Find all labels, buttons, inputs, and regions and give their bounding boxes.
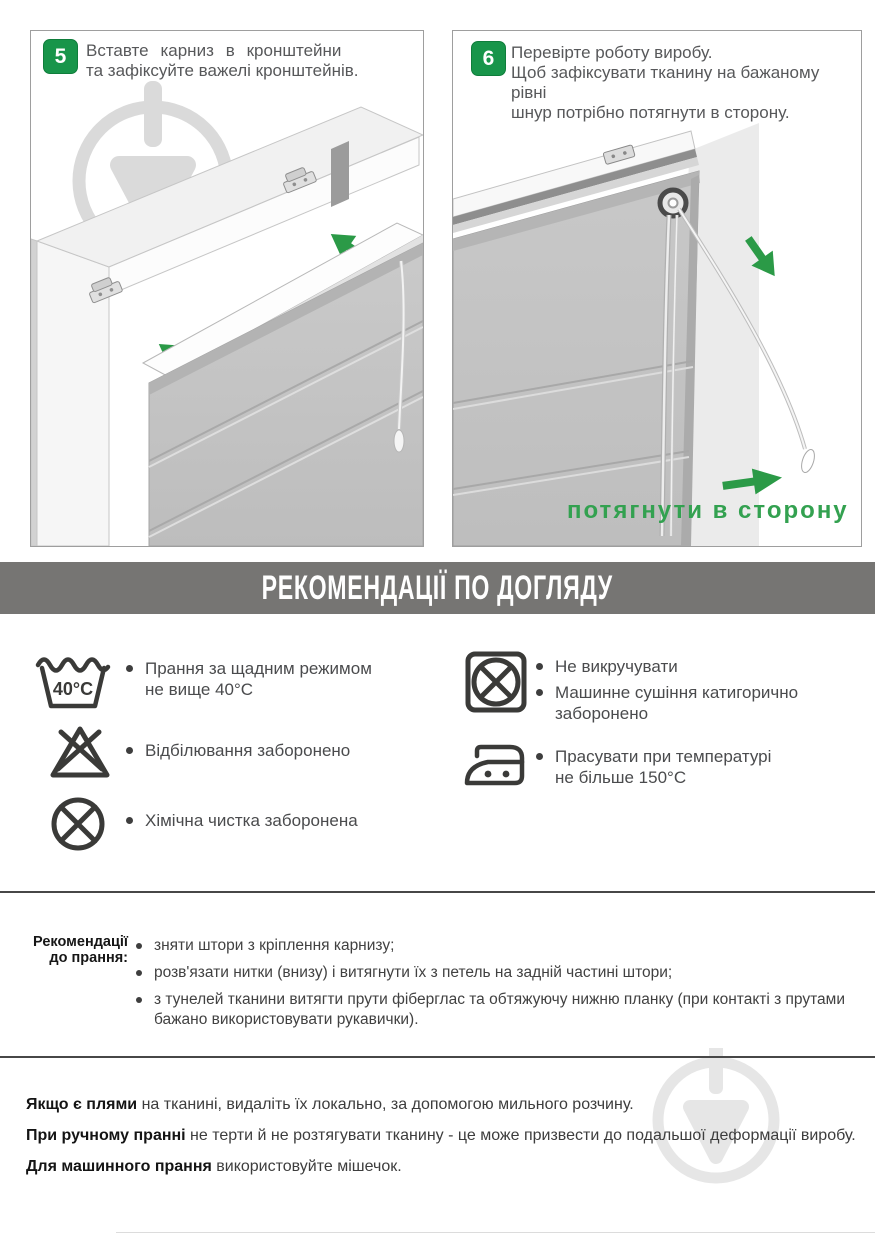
footer-bold: При ручному пранні xyxy=(26,1127,186,1144)
wash-temp-label: 40°C xyxy=(52,679,94,699)
roman-blind xyxy=(143,223,423,546)
no-bleach-icon xyxy=(46,722,114,782)
washing-bullet: з тунелей тканини витягти прути фіберглас та обтяжуючу нижню планку (при контакті з прутами бажано використовувати рукавички). xyxy=(136,990,860,1030)
bullet-dot xyxy=(136,943,142,949)
section-divider xyxy=(0,1056,875,1058)
care-item-no-bleach: Відбілювання заборонено xyxy=(126,740,350,761)
cord-tassel xyxy=(799,448,817,474)
care-banner xyxy=(0,562,875,614)
step-6-panel xyxy=(452,30,862,547)
step-5-panel xyxy=(30,30,424,547)
care-item-iron: Прасувати при температурі не більше 150°С xyxy=(536,746,771,788)
footer-bold: Якщо є плями xyxy=(26,1096,138,1113)
bullet-dot xyxy=(136,997,142,1003)
wash-40-icon xyxy=(34,648,114,712)
bottom-rule xyxy=(116,1232,875,1233)
bullet-dot xyxy=(536,753,543,760)
washing-bullet: зняти штори з кріплення карнизу; xyxy=(136,936,875,956)
footer-line: При ручному пранні не терти й не розтягувати тканину - це може призвести до подальшої деформації виробу. xyxy=(26,1127,856,1144)
footer-line: Для машинного прання використовуйте мішечок. xyxy=(26,1158,402,1175)
washing-bullet: розв'язати нитки (внизу) і витягнути їх з петель на задній частині штори; xyxy=(136,963,875,983)
step-5-text: Вставте карниз в кронштейни та зафіксуйте важелі кронштейнів. xyxy=(86,41,359,80)
bullet-dot xyxy=(126,665,133,672)
iron-150-icon xyxy=(462,738,528,788)
bullet-dot xyxy=(536,663,543,670)
footer-bold: Для машинного прання xyxy=(26,1158,212,1175)
cord-tassel xyxy=(394,430,404,452)
pull-aside-callout: потягнути в сторону xyxy=(567,497,849,524)
care-item-wash: Прання за щадним режимом не вище 40°С xyxy=(126,658,372,700)
footer-line: Якщо є плями на тканині, видаліть їх локально, за допомогою мильного розчину. xyxy=(26,1096,634,1113)
section-divider xyxy=(0,891,875,893)
care-banner-title: РЕКОМЕНДАЦІЇ ПО ДОГЛЯДУ xyxy=(261,568,614,607)
step-6-badge: 6 xyxy=(471,41,506,76)
bullet-dot xyxy=(136,970,142,976)
washing-heading: Рекомендації до прання: xyxy=(33,934,128,966)
care-item-no-wring: Не викручувати xyxy=(536,656,678,677)
bullet-dot xyxy=(536,689,543,696)
no-wring-no-tumble-icon xyxy=(464,650,528,714)
care-item-no-dry-clean: Хімічна чистка заборонена xyxy=(126,810,358,831)
step-5-badge: 5 xyxy=(43,39,78,74)
step-6-text: Перевірте роботу виробу. Щоб зафіксувати тканину на бажаному рівні шнур потрібно потягнути в сторону. xyxy=(511,43,820,122)
no-dry-clean-icon xyxy=(48,794,108,854)
bullet-dot xyxy=(126,747,133,754)
bullet-dot xyxy=(126,817,133,824)
care-item-no-tumble: Машинне сушіння катигорично заборонено xyxy=(536,682,798,724)
step-5-illustration xyxy=(31,31,423,546)
